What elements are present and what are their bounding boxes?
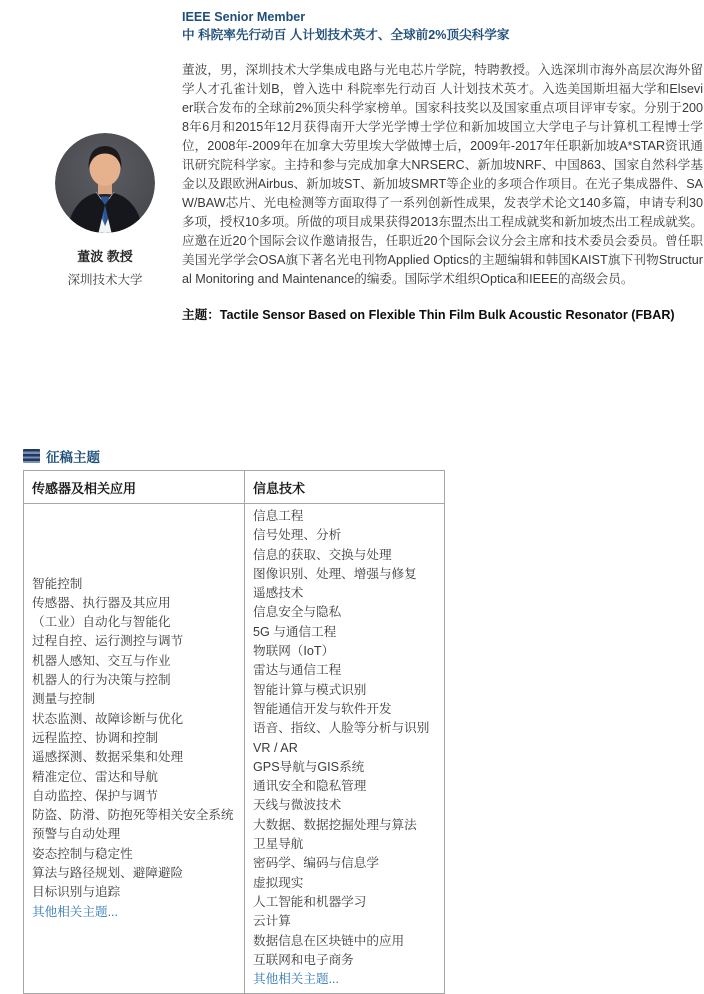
topic-item: 密码学、编码与信息学 [253,856,379,871]
column-header-sensors: 传感器及相关应用 [24,471,245,504]
topic-item: 互联网和电子商务 [253,952,354,967]
cfp-section-heading [23,446,100,466]
topic-item: VR / AR [253,740,298,755]
more-topics-link-information-technology[interactable]: 其他相关主题... [253,972,340,987]
topic-item: 信号处理、分析 [253,528,342,543]
topic-item: 通讯安全和隐私管理 [253,779,367,794]
topic-item: 算法与路径规划、避障避险 [32,865,184,880]
topic-item: 天线与微波技术 [253,798,342,813]
topics-table-body-row [24,504,445,994]
topic-item: 遥感探测、数据采集和处理 [32,750,184,765]
topic-item: 目标识别与追踪 [32,885,121,900]
topic-item: 语音、指纹、人脸等分析与识别 [253,721,430,736]
topic-item: 测量与控制 [32,692,95,707]
talk-topic-title: Tactile Sensor Based on Flexible Thin Film Bulk Acoustic Resonator (FBAR) [219,308,675,322]
topic-item: 机器人的行为决策与控制 [32,673,171,688]
topic-item: 智能计算与模式识别 [253,682,367,697]
topic-item: 智能通信开发与软件开发 [253,701,392,716]
topic-item: 遥感技术 [253,586,304,601]
topic-item: 信息的获取、交换与处理 [253,547,392,562]
topic-item: 卫星导航 [253,837,304,852]
topic-item: GPS导航与GIS系统 [253,759,365,774]
topic-item: 物联网（IoT） [253,644,335,659]
topic-item: 信息工程 [253,509,304,523]
topic-item: 信息安全与隐私 [253,605,342,620]
topic-item: （工业）自动化与智能化 [32,615,171,630]
speaker-affiliation: 深圳技术大学 [67,273,143,287]
topic-item: 状态监测、故障诊断与优化 [32,711,184,726]
topic-item: 预警与自动处理 [32,827,121,842]
topic-item: 云计算 [253,914,291,929]
topic-list-information-technology [253,507,436,970]
speaker-details [182,9,703,325]
topic-item: 传感器、执行器及其应用 [32,595,171,610]
speaker-photo [55,133,155,233]
topic-item: 精准定位、雷达和导航 [32,769,158,784]
topic-item: 虚拟现实 [253,875,304,890]
topics-table [23,470,445,994]
topic-item: 远程监控、协调和控制 [32,730,158,745]
honor-line-2: 中 科院率先行动百 人计划技术英才、全球前2%顶尖科学家 [182,27,510,42]
topic-item: 大数据、数据挖掘处理与算法 [253,817,417,832]
list-icon [23,449,40,463]
speaker-name: 董波 教授 [77,249,133,264]
speaker-biography: 董波，男，深圳技术大学集成电路与光电芯片学院，特聘教授。入选深圳市海外高层次海外留学人才孔雀计划B，曾入选中 科院率先行动百 人计划技术英才。入选美国斯坦福大学和Elsevier联合发布的全球前2%顶尖科学家榜单。国家科技奖以及国家重点项目评审专家。分别于2008年6月和2015年12月获得南开大学光学博士学位和新加坡国立大学电子与计算机工程博士学位，2008年-2009年在加拿大劳里埃大学做博士后，2009年-2017年任职新加坡A*STAR资讯通讯研究院科学家。主持和参与完成加拿大NRSERC、新加坡NRF、中国863、国家自然科学基金以及跟欧洲Airbus、新加坡ST、新加坡SMRT等企业的多项合作项目。在光子集成器件、SAW/BAW芯片、光电检测等方面取得了一系列创新性成果，发表学术论文140多篇，申请专利30多项，授权10多项。所做的项目成果获得2013东盟杰出工程成就奖和新加坡杰出工程成就奖。应邀在近20个国际会议作邀请报告，任职近20个国际会议分会主席和技术委员会委员。曾任职美国光学学会OSA旗下著名光电刊物Applied Optics的主题编辑和韩国KAIST旗下刊物Structural Monitoring and Maintenance的编委。国际学术组织Optica和IEEE的高级会员。 [182,63,703,286]
information-technology-topics-cell [245,504,445,994]
portrait-avatar-image [55,133,155,233]
topic-item: 数据信息在区块链中的应用 [253,933,405,948]
topic-list-sensors [32,575,236,903]
topic-item: 雷达与通信工程 [253,663,342,678]
topic-item: 5G 与通信工程 [253,624,337,639]
topic-item: 图像识别、处理、增强与修复 [253,566,417,581]
sensors-topics-cell [24,504,245,994]
honor-line-1: IEEE Senior Member [182,10,306,24]
topics-table-header-row [24,471,445,504]
topic-item: 防盗、防滑、防抱死等相关安全系统 [32,808,234,823]
topic-item: 姿态控制与稳定性 [32,846,133,861]
more-topics-link-sensors[interactable]: 其他相关主题... [32,904,119,919]
talk-topic [182,306,703,325]
topic-item: 过程自控、运行测控与调节 [32,634,184,649]
topic-item: 自动监控、保护与调节 [32,788,158,803]
topic-item: 人工智能和机器学习 [253,894,367,909]
speaker-profile [35,133,175,288]
topic-item: 智能控制 [32,576,83,591]
talk-topic-label: 主题： [182,308,220,322]
column-header-information-technology: 信息技术 [245,471,445,504]
topic-item: 机器人感知、交互与作业 [32,653,171,668]
cfp-heading-label: 征稿主题 [46,450,100,465]
